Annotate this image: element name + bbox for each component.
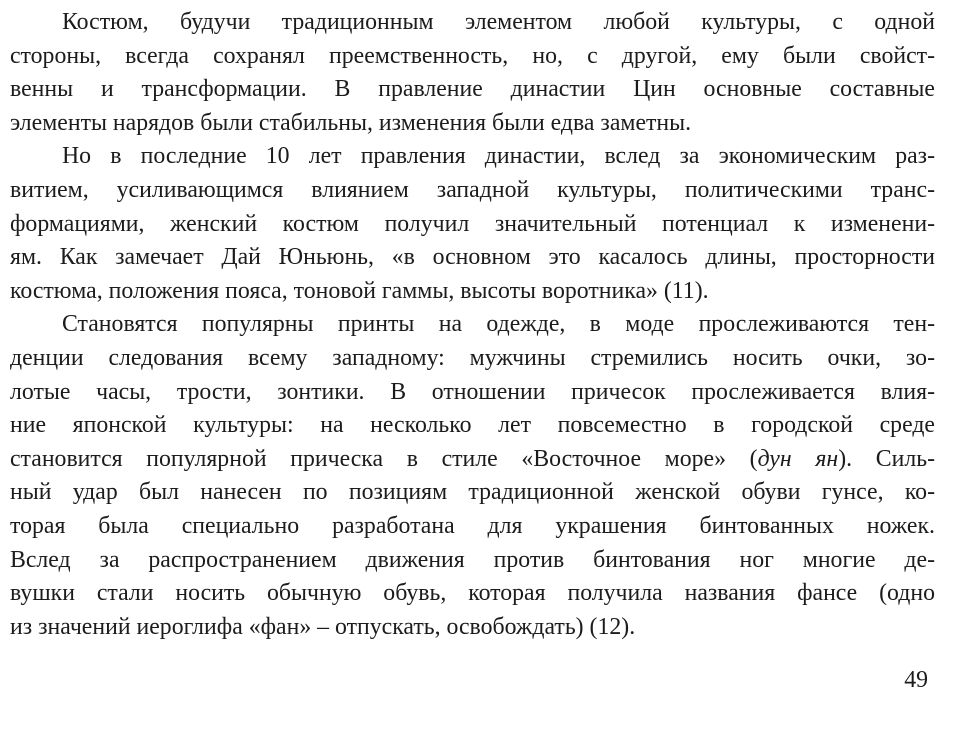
body-text: [10, 6, 935, 644]
text-line: ние японской культуры: на несколько лет повсеместно в городской среде: [10, 412, 935, 439]
text-line: элементы нарядов были стабильны, изменения были едва заметны.: [10, 109, 692, 136]
text-run: становится популярной прическа в стиле «Восточное море» (: [10, 445, 758, 472]
text-line: вушки стали носить обычную обувь, которая получила названия фансе (одно: [10, 580, 935, 607]
paragraph-3: [10, 308, 935, 644]
text-line: венны и трансформации. В правление династии Цин основные составные: [10, 76, 935, 103]
text-line: ный удар был нанесен по позициям традиционной женской обуви гунсе, ко-: [10, 479, 935, 506]
text-line: Костюм, будучи традиционным элементом любой культуры, с одной: [62, 9, 935, 35]
text-line: лотые часы, трости, зонтики. В отношении причесок прослеживается влия-: [10, 378, 935, 405]
paragraph-2: [10, 140, 935, 308]
text-line: формациями, женский костюм получил значительный потенциал к изменени-: [10, 210, 935, 237]
text-line: Но в последние 10 лет правления династии, вслед за экономическим раз-: [62, 143, 935, 170]
text-line: ям. Как замечает Дай Юньюнь, «в основном это касалось длины, просторности: [10, 244, 935, 271]
paragraph-1: [10, 6, 935, 140]
text-line: торая была специально разработана для украшения бинтованных ножек.: [10, 512, 935, 539]
page-number: 49: [904, 667, 928, 693]
text-line: [10, 443, 935, 477]
text-line: Вслед за распространением движения против бинтования ног многие де-: [10, 546, 935, 573]
text-line: стороны, всегда сохранял преемственность, но, с другой, ему были свойст-: [10, 42, 935, 69]
text-line: Становятся популярны принты на одежде, в моде прослеживаются тен-: [62, 311, 935, 338]
text-line: костюма, положения пояса, тоновой гаммы, высоты воротника» (11).: [10, 277, 709, 304]
text-run: ). Силь-: [838, 445, 935, 472]
text-line: денции следования всему западному: мужчины стремились носить очки, зо-: [10, 344, 935, 371]
italic-term: дун ян: [757, 445, 839, 472]
text-line: витием, усиливающимся влиянием западной культуры, политическими транс-: [10, 176, 935, 203]
text-line: из значений иероглифа «фан» – отпускать, освобождать) (12).: [10, 613, 636, 640]
